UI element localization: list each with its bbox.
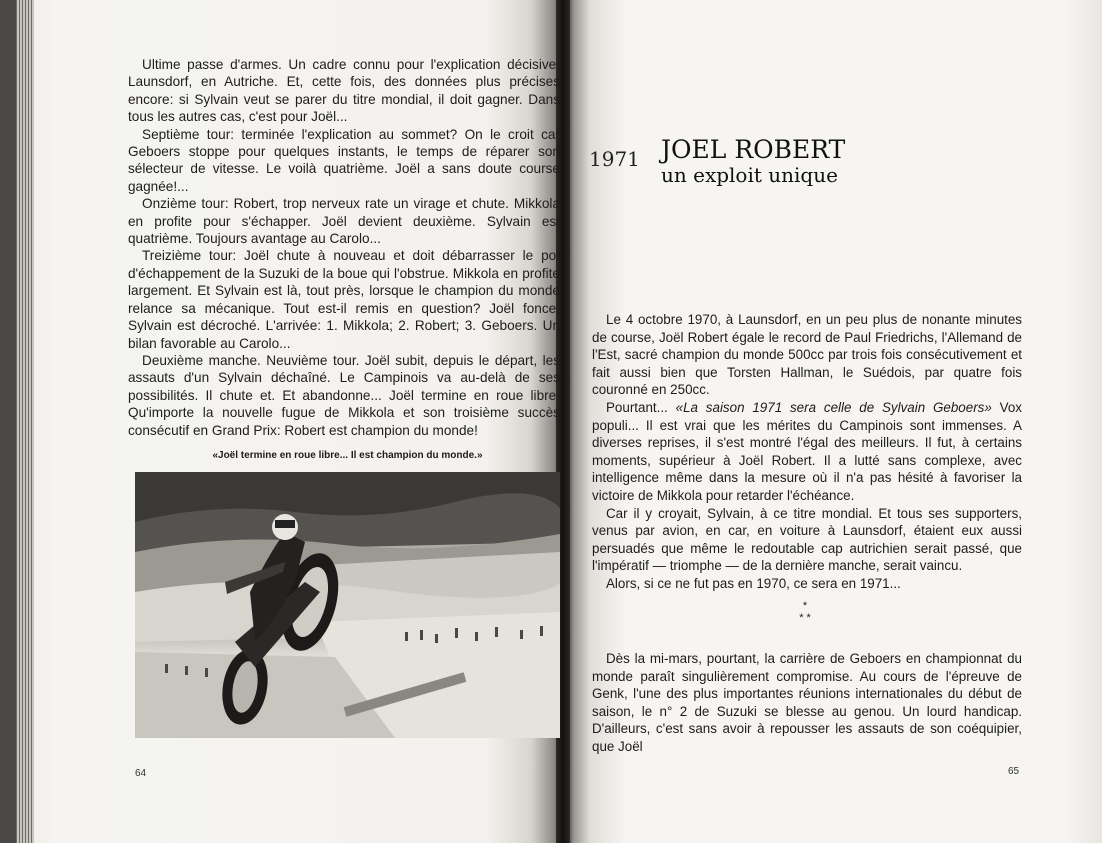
photo-caption: «Joël termine en roue libre... Il est champion du monde.» (212, 450, 483, 461)
paragraph: Deuxième manche. Neuvième tour. Joël subit, depuis le départ, les assauts d'un Sylvain déchaîné. Le Campinois va au-delà de ses possibilités. Il chute et. Et abandonne... Joël termine en roue libre. Qu'importe la nouvelle fugue de Mikkola et son troisième succès consécutif en Grand Prix: Robert est champion du monde! (128, 352, 560, 438)
paragraph: Car il y croyait, Sylvain, à ce titre mondial. Et tous ses supporters, venus par avion, en car, en voiture à Launsdorf, étaient eux aussi persuadés que même le redoutable cap autrichien serait passé, que l'impératif — triomphe — de la dernière manche, serait vaincu. (592, 505, 1022, 574)
paragraph: Alors, si ce ne fut pas en 1970, ce sera en 1971... (606, 575, 901, 591)
page-stack-edge (16, 0, 34, 843)
photo-illustration (135, 472, 560, 738)
right-body-text (592, 311, 1022, 593)
section-separator: * * * (799, 600, 811, 624)
paragraph: Treizième tour: Joël chute à nouveau et doit débarrasser le pot d'échappement de la Suzuki de la boue qui l'obstrue. Mikkola en profite largement. Et Sylvain est là, tout près, lorsque le champion du monde relance sa mécanique. Tout est-il remis en question? Joël fonce. Sylvain est décroché. L'arrivée: 1. Mikkola; 2. Robert; 3. Geboers. Un bilan favorable au Carolo... (128, 248, 560, 351)
chapter-year: 1971 (589, 147, 640, 171)
pourtant-rest: Vox populi... Il est vrai que les mérites du Campinois sont immenses. A diverses reprises, il s'est montré l'égal des meilleurs. Il fut, à certains moments, supérieur à Joël Robert. Il a lutté sans complexe, avec intelligence même dans la mesure où il n'a pas hésité à favoriser la victoire de Mikkola pour retarder l'échéance. (592, 399, 1022, 503)
page-number-left: 64 (135, 768, 147, 779)
pourtant-lead: Pourtant... (606, 399, 676, 415)
chapter-title: JOEL ROBERT (661, 135, 846, 164)
left-body-text (128, 56, 560, 439)
chapter-subtitle: un exploit unique (661, 163, 838, 187)
paragraph-pourtant (592, 399, 1022, 505)
paragraph: Septième tour: terminée l'explication au sommet? On le croit car Geboers stoppe pour quelques instants, le temps de réparer son sélecteur de vitesse. Le voilà quatrième. Joël a sans doute course gagnée!... (128, 126, 560, 194)
paragraph: Onzième tour: Robert, trop nerveux rate un virage et chute. Mikkola en profite pour s'échapper. Joël devient deuxième. Sylvain est quatrième. Toujours avantage au Carolo... (128, 196, 560, 247)
paragraph: Ultime passe d'armes. Un cadre connu pour l'explication décisive: Launsdorf, en Autriche. Et, cette fois, des données plus précises encore: si Sylvain veut se parer du titre mondial, il doit gagner. Dans tous les autres cas, c'est pour Joël... (128, 57, 560, 125)
pourtant-quote: «La saison 1971 sera celle de Sylvain Geboers» (675, 399, 992, 415)
paragraph: Dès la mi-mars, pourtant, la carrière de Geboers en championnat du monde paraît singulièrement compromise. Au cours de l'épreuve de Genk, l'une des plus importantes réunions internationales du début de saison, le n° 2 de Suzuki se blesse au genou. Un lourd handicap. D'ailleurs, c'est sans avoir à repousser les assauts de son coéquipier, que Joël (592, 651, 1022, 754)
page-number-right: 65 (1008, 766, 1020, 777)
right-body-text-continued (592, 650, 1022, 756)
paragraph: Le 4 octobre 1970, à Launsdorf, en un peu plus de nonante minutes de course, Joël Robert égale le record de Paul Friedrichs, l'Allemand de l'Est, sacré champion du monde 500cc par trois fois consécutivement et fait aussi bien que Torsten Hallman, le Suédois, par quatre fois couronné en 250cc. (592, 312, 1022, 398)
motocross-photo (135, 472, 560, 738)
